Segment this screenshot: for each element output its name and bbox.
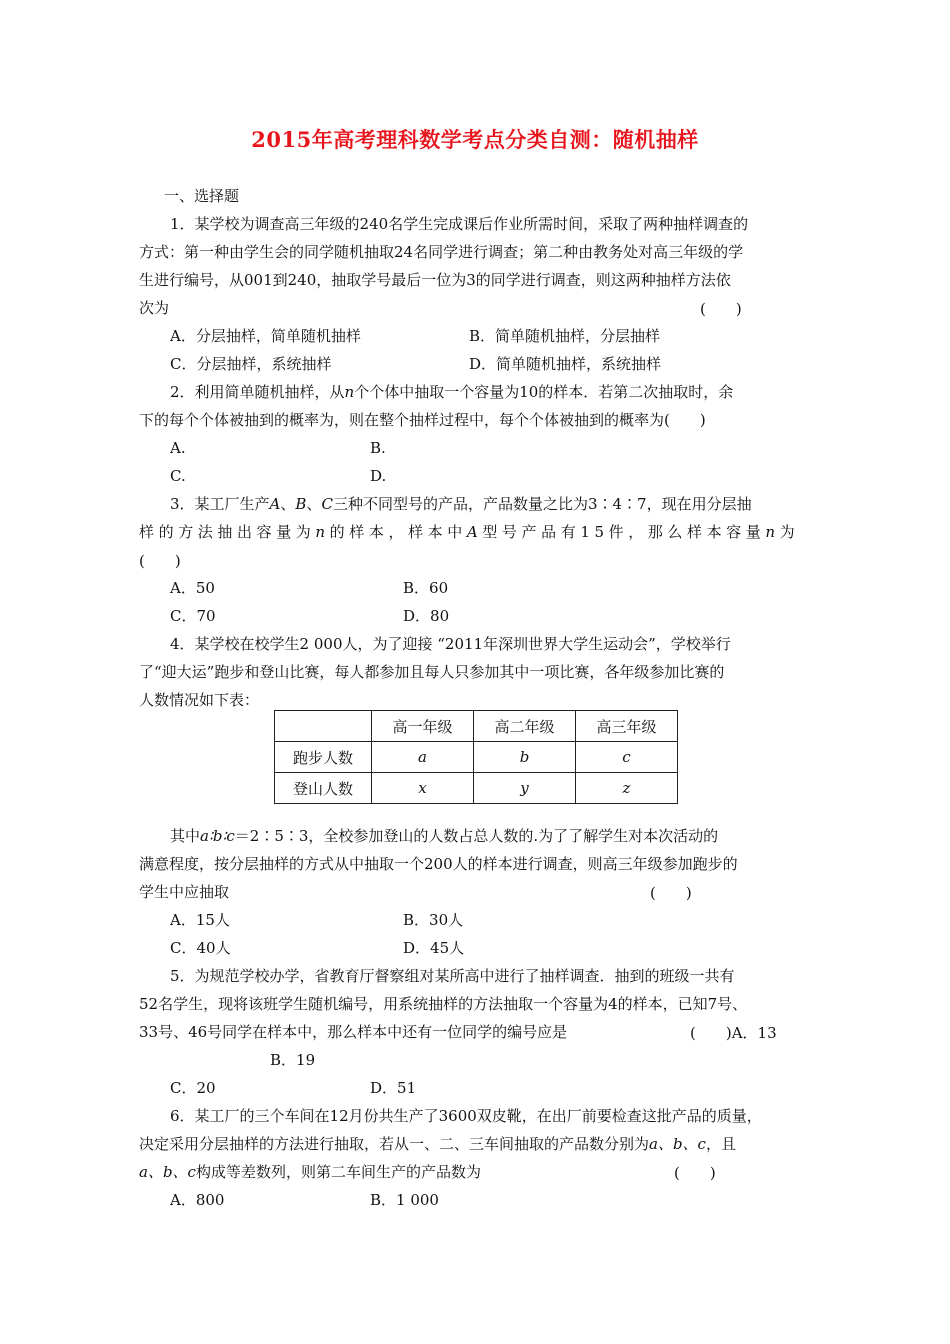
q2-option-d: D.	[370, 467, 387, 485]
q4-line-1: 4．某学校在校学生2 000人，为了迎接 “2011年深圳世界大学生运动会”，学校举行	[170, 635, 731, 653]
table-header-cell: 高一年级	[372, 711, 474, 742]
q3-text-a: 3．某工厂生产	[170, 495, 270, 513]
q4-after-line-3: 学生中应抽取	[139, 883, 230, 901]
table-cell: z	[576, 773, 678, 804]
q3-sep-1: 、	[280, 495, 296, 513]
q1-option-a: A．分层抽样，简单随机抽样	[170, 327, 361, 345]
q2-var-n: n	[344, 383, 355, 401]
table-cell: c	[576, 742, 678, 773]
q3-var-n: n	[315, 523, 330, 541]
q6-text-a: 决定采用分层抽样的方法进行抽取，若从一、二、三车间抽取的产品数分别为	[139, 1135, 650, 1153]
q2-option-c: C.	[170, 467, 186, 485]
q4-line-3: 人数情况如下表：	[139, 691, 260, 709]
table-cell: a	[372, 742, 474, 773]
q3-line-2	[139, 522, 799, 542]
q1-answer-paren: ( )	[700, 300, 742, 318]
q3-option-d: D．80	[403, 607, 450, 625]
q6-vars-2: a、b、c	[139, 1163, 196, 1181]
q1-option-c: C．分层抽样，系统抽样	[170, 355, 332, 373]
q3-text-f: 为	[779, 523, 800, 541]
q3-text-b: 三种不同型号的产品，产品数量之比为3∶4∶7，现在用分层抽	[332, 495, 752, 513]
q5-line-3: 33号、46号同学在样本中，那么样本中还有一位同学的编号应是	[139, 1023, 568, 1041]
q1-option-d: D．简单随机抽样，系统抽样	[469, 355, 662, 373]
table-cell: y	[474, 773, 576, 804]
q4-after-text-b: ＝2∶5∶3，全校参加登山的人数占总人数的.为了了解学生对本次活动的	[234, 827, 719, 845]
q1-line-2: 方式：第一种由学生会的同学随机抽取24名同学进行调查；第二种由教务处对高三年级的学	[139, 243, 744, 261]
q4-option-c: C．40人	[170, 939, 231, 957]
q2-text-a: 2．利用简单随机抽样，从	[170, 383, 345, 401]
q3-var-c: C	[321, 495, 333, 513]
q2-line-2: 下的每个个体被抽到的概率为，则在整个抽样过程中，每个个体被抽到的概率为( )	[139, 411, 706, 429]
q5-option-d: D．51	[370, 1079, 417, 1097]
q6-option-b: B．1 000	[370, 1191, 439, 1209]
q6-vars-1: a、b、c	[649, 1135, 706, 1153]
q3-var-b: B	[295, 495, 307, 513]
q4-option-d: D．45人	[403, 939, 465, 957]
q6-option-a: A．800	[170, 1191, 225, 1209]
q3-var-a2: A	[466, 523, 483, 541]
table-header-cell: 高三年级	[576, 711, 678, 742]
q3-text-e: 型号产品有15件，那么样本容量	[482, 523, 766, 541]
q3-var-a: A	[269, 495, 281, 513]
q2-option-b: B.	[370, 439, 386, 457]
table-row	[275, 742, 678, 773]
table-header-row	[275, 711, 678, 742]
participation-table	[274, 710, 678, 804]
table-row-label: 跑步人数	[275, 742, 372, 773]
q6-line-1: 6．某工厂的三个车间在12月份共生产了3600双皮靴，在出厂前要检查这批产品的质量，	[170, 1107, 762, 1125]
q5-option-c: C．20	[170, 1079, 216, 1097]
q2-text-b: 个个体中抽取一个容量为10的样本．若第二次抽取时，余	[354, 383, 734, 401]
q6-text-b: ，且	[705, 1135, 736, 1153]
q4-answer-paren: ( )	[650, 884, 692, 902]
q4-after-line-2: 满意程度，按分层抽样的方式从中抽取一个200人的样本进行调查，则高三年级参加跑步的	[139, 855, 738, 873]
q5-answer-paren: ( )A．13	[690, 1024, 777, 1042]
q1-line-4: 次为	[139, 299, 170, 317]
q5-option-b: B．19	[270, 1051, 316, 1069]
q4-option-a: A．15人	[170, 911, 230, 929]
q3-option-b: B．60	[403, 579, 449, 597]
q4-after-line-1	[170, 826, 718, 846]
section-heading: 一、选择题	[164, 187, 240, 205]
q3-line-1	[170, 494, 752, 514]
table-row	[275, 773, 678, 804]
q6-text-c: 构成等差数列，则第二车间生产的产品数为	[195, 1163, 481, 1181]
q3-text-d: 的样本，样本中	[329, 523, 467, 541]
q3-option-a: A．50	[170, 579, 215, 597]
q3-text-c: 样的方法抽出容量为	[139, 523, 316, 541]
table-header-cell	[275, 711, 372, 742]
q4-option-b: B．30人	[403, 911, 464, 929]
q5-line-1: 5．为规范学校办学，省教育厅督察组对某所高中进行了抽样调查．抽到的班级一共有	[170, 967, 735, 985]
q5-line-2: 52名学生，现将该班学生随机编号，用系统抽样的方法抽取一个容量为4的样本，已知7号、	[139, 995, 748, 1013]
q6-line-3	[139, 1162, 481, 1182]
q4-ratio-vars: a∶b∶c	[200, 827, 235, 845]
table-header-cell: 高二年级	[474, 711, 576, 742]
q3-option-c: C．70	[170, 607, 216, 625]
q3-var-n2: n	[765, 523, 780, 541]
q1-option-b: B．简单随机抽样，分层抽样	[469, 327, 661, 345]
q6-answer-paren: ( )	[674, 1164, 716, 1182]
q3-answer-paren: ( )	[139, 552, 181, 570]
table-cell: b	[474, 742, 576, 773]
q1-line-3: 生进行编号，从001到240，抽取学号最后一位为3的同学进行调查，则这两种抽样方法依	[139, 271, 731, 289]
table-row-label: 登山人数	[275, 773, 372, 804]
q6-line-2	[139, 1134, 736, 1154]
q3-sep-2: 、	[306, 495, 322, 513]
q4-line-2: 了“迎大运”跑步和登山比赛，每人都参加且每人只参加其中一项比赛，各年级参加比赛的	[139, 663, 725, 681]
q2-line-1	[170, 382, 733, 402]
q2-option-a: A.	[170, 439, 186, 457]
document-title: 2015年高考理科数学考点分类自测：随机抽样	[251, 127, 699, 152]
q4-after-text-a: 其中	[170, 827, 201, 845]
table-cell: x	[372, 773, 474, 804]
q1-line-1: 1．某学校为调查高三年级的240名学生完成课后作业所需时间，采取了两种抽样调查的	[170, 215, 749, 233]
